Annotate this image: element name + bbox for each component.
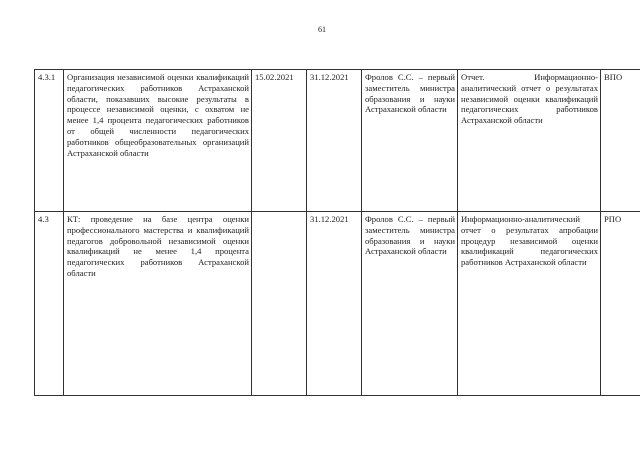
activity-description: КТ: проведение на базе центра оценки профессионального мастерства и квалификаций педагогов добровольной независимой оценки квалификаций не менее 1,4 процента педагогических работников Астраханской области	[64, 212, 252, 396]
responsible-person: Фролов С.С. – первый заместитель министра образования и науки Астраханской области	[362, 70, 458, 212]
page-number: 61	[318, 25, 326, 34]
end-date: 31.12.2021	[307, 212, 362, 396]
result-document: Информационно-аналитический отчет о результатах апробации процедур независимой оценки квалификаций педагогических работников Астраханской области	[458, 212, 601, 396]
row-number: 4.3	[35, 212, 64, 396]
row-number: 4.3.1	[35, 70, 64, 212]
end-date: 31.12.2021	[307, 70, 362, 212]
control-level: РПО	[601, 212, 640, 396]
table-row	[35, 212, 640, 396]
plan-table	[34, 69, 640, 396]
control-level: ВПО	[601, 70, 640, 212]
responsible-person: Фролов С.С. – первый заместитель министра образования и науки Астраханской области	[362, 212, 458, 396]
start-date: 15.02.2021	[252, 70, 307, 212]
activity-description: Организация независимой оценки квалификаций педагогических работников Астраханской области, показавших высокие результаты в процессе независимой оценки, с охватом не менее 1,4 процента педагогических работников от общей численности педагогических работников общеобразовательных организаций Астраханской области	[64, 70, 252, 212]
start-date	[252, 212, 307, 396]
result-document: Отчет. Информационно-аналитический отчет о результатах независимой оценки квалификаций педагогических работников Астраханской области	[458, 70, 601, 212]
table-row	[35, 70, 640, 212]
